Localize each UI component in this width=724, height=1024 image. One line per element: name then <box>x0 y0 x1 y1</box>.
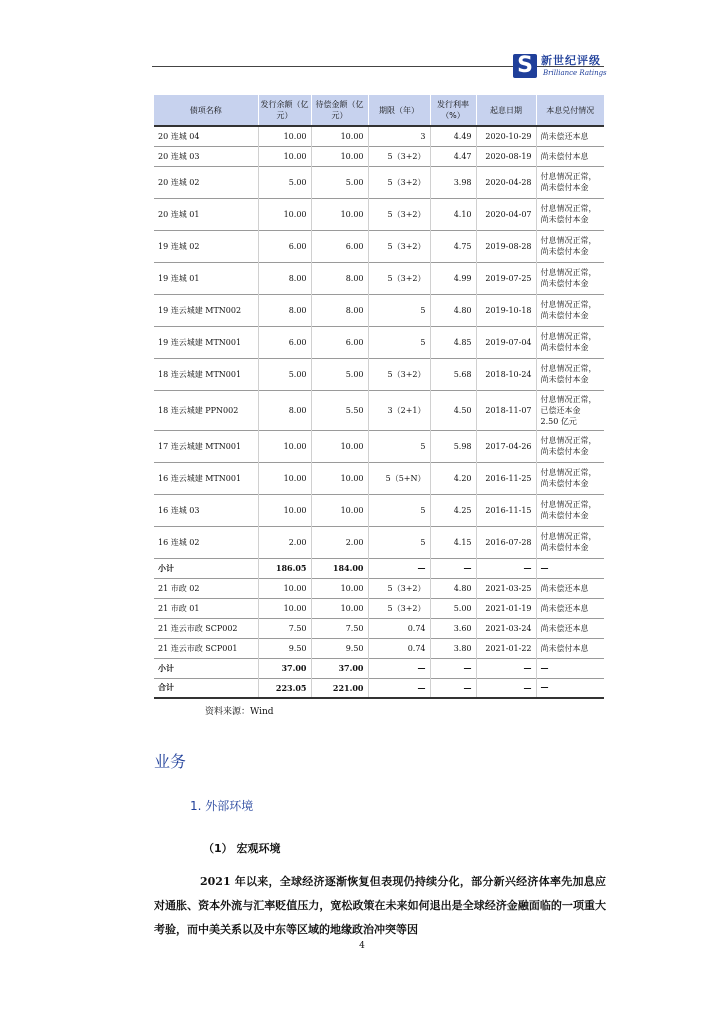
table-cell: 10.00 <box>311 198 368 230</box>
table-cell: 223.05 <box>258 678 311 698</box>
table-cell: 184.00 <box>311 558 368 578</box>
table-cell: 5（3+2） <box>368 166 430 198</box>
col-header: 期限（年） <box>368 95 430 126</box>
table-cell: 付息情况正常，尚未偿付本金 <box>536 494 604 526</box>
table-row <box>154 558 604 578</box>
table-cell: 4.50 <box>430 390 476 430</box>
table-cell: 2021-01-22 <box>476 638 536 658</box>
table-cell: 21 市政 02 <box>154 578 258 598</box>
table-cell: 2018-10-24 <box>476 358 536 390</box>
table-cell: 付息情况正常，尚未偿付本金 <box>536 430 604 462</box>
table-row <box>154 262 604 294</box>
table-cell: 2019-08-28 <box>476 230 536 262</box>
table-cell: 尚未偿付本息 <box>536 146 604 166</box>
col-header: 起息日期 <box>476 95 536 126</box>
table-cell: 10.00 <box>311 146 368 166</box>
table-cell: 2.00 <box>258 526 311 558</box>
table-cell: 8.00 <box>311 294 368 326</box>
table-row <box>154 126 604 146</box>
table-cell: 10.00 <box>258 598 311 618</box>
table-cell: — <box>430 678 476 698</box>
table-cell: 20 连城 01 <box>154 198 258 230</box>
table-cell: — <box>476 558 536 578</box>
table-cell: 5.00 <box>311 358 368 390</box>
table-cell: 5.00 <box>430 598 476 618</box>
col-header: 发行余额（亿元） <box>258 95 311 126</box>
table-cell: 20 连城 04 <box>154 126 258 146</box>
table-cell: 5（3+2） <box>368 578 430 598</box>
section-title: 业务 <box>154 752 187 771</box>
table-cell: 2019-10-18 <box>476 294 536 326</box>
col-header: 待偿金额（亿元） <box>311 95 368 126</box>
table-cell: 7.50 <box>258 618 311 638</box>
table-cell: 9.50 <box>311 638 368 658</box>
table-cell: 20 连城 02 <box>154 166 258 198</box>
table-cell: 付息情况正常，尚未偿付本金 <box>536 230 604 262</box>
table-cell: 5 <box>368 294 430 326</box>
table-cell: 10.00 <box>311 126 368 146</box>
col-header: 发行利率（%） <box>430 95 476 126</box>
table-cell: 10.00 <box>311 578 368 598</box>
table-cell: 10.00 <box>258 430 311 462</box>
logo-chinese-name: 新世纪评级 <box>541 54 601 67</box>
table-cell: 5.68 <box>430 358 476 390</box>
table-cell: 付息情况正常，尚未偿付本金 <box>536 326 604 358</box>
table-cell: 5 <box>368 326 430 358</box>
table-cell: 2016-11-15 <box>476 494 536 526</box>
table-cell: 2020-08-19 <box>476 146 536 166</box>
table-row <box>154 638 604 658</box>
table-cell: 7.50 <box>311 618 368 638</box>
table-cell: 10.00 <box>258 494 311 526</box>
table-cell: 6.00 <box>258 230 311 262</box>
table-cell: 5.00 <box>311 166 368 198</box>
table-cell: 4.80 <box>430 578 476 598</box>
table-cell: 10.00 <box>258 146 311 166</box>
table-row <box>154 230 604 262</box>
table-cell: 2017-04-26 <box>476 430 536 462</box>
table-cell: 尚未偿付本息 <box>536 638 604 658</box>
table-cell: 6.00 <box>258 326 311 358</box>
table-cell: 小计 <box>154 558 258 578</box>
table-cell: 16 连云城建 MTN001 <box>154 462 258 494</box>
table-cell: 2021-03-25 <box>476 578 536 598</box>
table-cell: 5（3+2） <box>368 198 430 230</box>
table-cell: 19 连云城建 MTN001 <box>154 326 258 358</box>
table-row <box>154 578 604 598</box>
table-cell: 19 连城 02 <box>154 230 258 262</box>
table-row <box>154 526 604 558</box>
table-cell: — <box>368 658 430 678</box>
table-cell: 2019-07-25 <box>476 262 536 294</box>
table-cell: — <box>536 558 604 578</box>
table-cell: 4.10 <box>430 198 476 230</box>
table-cell: 8.00 <box>258 294 311 326</box>
table-row <box>154 198 604 230</box>
table-cell: 5 <box>368 430 430 462</box>
table-cell: 21 连云市政 SCP001 <box>154 638 258 658</box>
table-cell: 4.25 <box>430 494 476 526</box>
table-cell: — <box>368 558 430 578</box>
table-cell: 6.00 <box>311 326 368 358</box>
table-cell: — <box>430 558 476 578</box>
table-cell: — <box>536 658 604 678</box>
subsection-title: 1. 外部环境 <box>190 799 254 813</box>
logo-english-name: Brilliance Ratings <box>543 69 607 77</box>
table-cell: 3.98 <box>430 166 476 198</box>
table-cell: 3.80 <box>430 638 476 658</box>
table-cell: 5.00 <box>258 166 311 198</box>
table-cell: 20 连城 03 <box>154 146 258 166</box>
table-cell: 6.00 <box>311 230 368 262</box>
table-cell: 3（2+1） <box>368 390 430 430</box>
table-row <box>154 462 604 494</box>
table-cell: 2.00 <box>311 526 368 558</box>
table-cell: 0.74 <box>368 618 430 638</box>
table-row <box>154 294 604 326</box>
table-cell: 10.00 <box>311 462 368 494</box>
table-row <box>154 494 604 526</box>
table-cell: 4.47 <box>430 146 476 166</box>
table-cell: 付息情况正常，尚未偿付本金 <box>536 166 604 198</box>
table-cell: 8.00 <box>258 390 311 430</box>
table-cell: 2021-01-19 <box>476 598 536 618</box>
table-cell: 小计 <box>154 658 258 678</box>
table-row <box>154 598 604 618</box>
table-cell: 8.00 <box>258 262 311 294</box>
table-row <box>154 618 604 638</box>
table-row <box>154 678 604 698</box>
table-cell: 付息情况正常，尚未偿付本金 <box>536 462 604 494</box>
table-cell: 尚未偿还本息 <box>536 618 604 638</box>
table-cell: 5.50 <box>311 390 368 430</box>
table-cell: 5（3+2） <box>368 230 430 262</box>
table-cell: 5（5+N） <box>368 462 430 494</box>
table-cell: 尚未偿还本息 <box>536 598 604 618</box>
table-source-note: 资料来源：Wind <box>205 707 274 717</box>
table-cell: 付息情况正常，尚未偿付本金 <box>536 294 604 326</box>
table-cell: 付息情况正常，尚未偿付本金 <box>536 262 604 294</box>
table-cell: 19 连城 01 <box>154 262 258 294</box>
table-cell: — <box>430 658 476 678</box>
table-cell: 221.00 <box>311 678 368 698</box>
table-cell: 5（3+2） <box>368 146 430 166</box>
table-cell: 4.49 <box>430 126 476 146</box>
table-cell: 5（3+2） <box>368 358 430 390</box>
table-cell: 5 <box>368 526 430 558</box>
table-cell: 2021-03-24 <box>476 618 536 638</box>
table-cell: 2020-10-29 <box>476 126 536 146</box>
table-cell: 4.99 <box>430 262 476 294</box>
table-cell: 4.80 <box>430 294 476 326</box>
table-row <box>154 146 604 166</box>
table-cell: 16 连城 02 <box>154 526 258 558</box>
subsubsection-title: （1） 宏观环境 <box>203 842 281 855</box>
table-cell: 8.00 <box>311 262 368 294</box>
table-cell: 付息情况正常，已偿还本金 2.50 亿元 <box>536 390 604 430</box>
body-paragraph <box>154 870 606 942</box>
table-cell: 9.50 <box>258 638 311 658</box>
table-cell: 10.00 <box>258 578 311 598</box>
logo-mark-icon: S <box>513 54 537 78</box>
table-cell: 3 <box>368 126 430 146</box>
table-cell: 2020-04-07 <box>476 198 536 230</box>
table-cell: 37.00 <box>258 658 311 678</box>
table-cell: 186.05 <box>258 558 311 578</box>
table-cell: 19 连云城建 MTN002 <box>154 294 258 326</box>
table-cell: 5（3+2） <box>368 598 430 618</box>
paragraph-text: 2021 年以来，全球经济逐渐恢复但表现仍持续分化，部分新兴经济体率先加息应对通胀、资本外流与汇率贬值压力，宽松政策在未来如何退出是全球经济金融面临的一项重大考验，而中美关系以及中东等区域的地缘政治冲突等因 <box>154 875 606 936</box>
table-row <box>154 430 604 462</box>
table-cell: 4.75 <box>430 230 476 262</box>
table-cell: 5.98 <box>430 430 476 462</box>
table-cell: — <box>476 658 536 678</box>
page-number: 4 <box>359 941 365 951</box>
table-cell: 合计 <box>154 678 258 698</box>
table-cell: 16 连城 03 <box>154 494 258 526</box>
table-cell: 尚未偿还本息 <box>536 126 604 146</box>
table-cell: — <box>536 678 604 698</box>
table-cell: — <box>368 678 430 698</box>
table-cell: 10.00 <box>258 462 311 494</box>
table-cell: — <box>476 678 536 698</box>
table-cell: 2019-07-04 <box>476 326 536 358</box>
table-row <box>154 358 604 390</box>
table-cell: 4.15 <box>430 526 476 558</box>
table-cell: 4.20 <box>430 462 476 494</box>
table-cell: 10.00 <box>311 598 368 618</box>
table-cell: 2020-04-28 <box>476 166 536 198</box>
table-cell: 21 市政 01 <box>154 598 258 618</box>
table-cell: 0.74 <box>368 638 430 658</box>
table-cell: 10.00 <box>311 430 368 462</box>
table-cell: 2016-11-25 <box>476 462 536 494</box>
table-cell: 5.00 <box>258 358 311 390</box>
table-row <box>154 166 604 198</box>
table-cell: 21 连云市政 SCP002 <box>154 618 258 638</box>
table-row <box>154 326 604 358</box>
bond-table <box>154 95 604 699</box>
table-cell: 付息情况正常，尚未偿付本金 <box>536 198 604 230</box>
table-cell: 2018-11-07 <box>476 390 536 430</box>
table-cell: 5（3+2） <box>368 262 430 294</box>
table-cell: 付息情况正常，尚未偿付本金 <box>536 526 604 558</box>
col-header: 本息兑付情况 <box>536 95 604 126</box>
table-row <box>154 658 604 678</box>
table-cell: 付息情况正常，尚未偿付本金 <box>536 358 604 390</box>
company-logo <box>513 52 609 84</box>
table-cell: 尚未偿还本息 <box>536 578 604 598</box>
table-cell: 3.60 <box>430 618 476 638</box>
table-header-row <box>154 95 604 126</box>
table-cell: 4.85 <box>430 326 476 358</box>
table-cell: 17 连云城建 MTN001 <box>154 430 258 462</box>
table-row <box>154 390 604 430</box>
table-cell: 5 <box>368 494 430 526</box>
table-cell: 10.00 <box>311 494 368 526</box>
table-cell: 2016-07-28 <box>476 526 536 558</box>
table-cell: 10.00 <box>258 126 311 146</box>
table-cell: 10.00 <box>258 198 311 230</box>
table-cell: 18 连云城建 PPN002 <box>154 390 258 430</box>
table-cell: 18 连云城建 MTN001 <box>154 358 258 390</box>
table-cell: 37.00 <box>311 658 368 678</box>
col-header: 债项名称 <box>154 95 258 126</box>
